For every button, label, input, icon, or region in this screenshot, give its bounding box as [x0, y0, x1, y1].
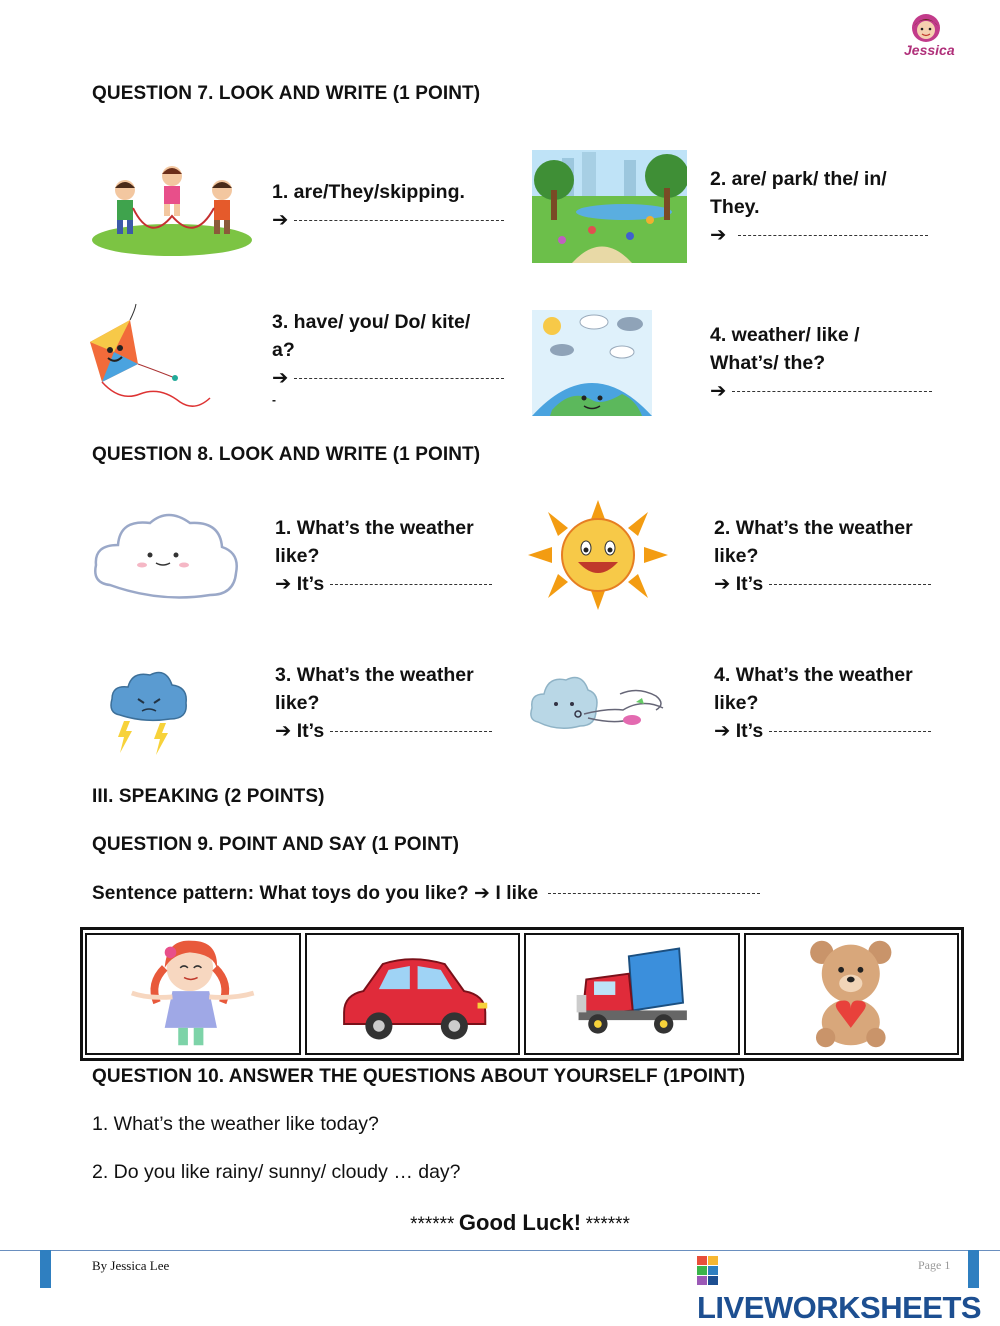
liveworksheets-icon	[697, 1256, 719, 1286]
stormy-picture	[108, 665, 190, 757]
q8-item-1	[275, 514, 515, 598]
q8-question: What’s the weather	[296, 664, 474, 686]
park-picture	[532, 150, 687, 263]
doll-icon	[87, 935, 299, 1053]
q7-item-2-words: 2. are/ park/ the/ in/	[710, 168, 887, 190]
q7-item-4-words-cont: What’s/ the?	[710, 352, 826, 374]
answer-line[interactable]	[330, 584, 492, 585]
answer-line[interactable]	[294, 220, 504, 221]
q8-question-cont: like?	[275, 692, 320, 714]
q7-item-3	[272, 308, 522, 408]
q7-item-2-words-cont: They.	[710, 196, 760, 218]
q8-item-3-number: 3.	[275, 664, 292, 686]
q10-item-2: 2. Do you like rainy/ sunny/ cloudy … day?	[92, 1161, 461, 1183]
q8-question-cont: like?	[275, 545, 320, 567]
toy-cell-doll[interactable]	[85, 933, 301, 1055]
arrow-icon: ➔	[710, 224, 727, 246]
sentence-pattern: Sentence pattern: What toys do you like? ➔ I like	[92, 883, 539, 904]
q8-item-2	[714, 514, 954, 598]
car-icon	[307, 935, 519, 1053]
liveworksheets-text: LIVEWORKSHEETS	[697, 1290, 982, 1325]
footer-author: By Jessica Lee	[92, 1258, 170, 1273]
q8-item-3	[275, 661, 515, 745]
q7-item-3-words-cont: a?	[272, 339, 295, 361]
q7-item-2	[710, 165, 960, 249]
arrow-icon: ➔	[272, 209, 289, 231]
arrow-icon: ➔	[710, 380, 727, 402]
q8-item-2-number: 2.	[714, 517, 731, 539]
closing-text: Good Luck!	[458, 1210, 582, 1235]
closing-stars-left: ******	[410, 1214, 455, 1235]
answer-line[interactable]	[732, 391, 932, 392]
q8-heading: QUESTION 8. LOOK AND WRITE (1 POINT)	[92, 444, 481, 465]
q8-question-cont: like?	[714, 545, 759, 567]
q8-question: What’s the weather	[735, 664, 913, 686]
q10-heading: QUESTION 10. ANSWER THE QUESTIONS ABOUT YOURSELF (1POINT)	[92, 1066, 746, 1087]
q8-answer-prefix: ➔ It’s	[714, 573, 764, 595]
answer-line[interactable]	[330, 731, 492, 732]
q8-item-4	[714, 661, 954, 745]
q8-answer-prefix: ➔ It’s	[275, 573, 325, 595]
kite-picture	[80, 302, 215, 422]
earth-weather-picture	[532, 310, 652, 416]
toy-cell-car[interactable]	[305, 933, 521, 1055]
q7-item-4-words: 4. weather/ like /	[710, 324, 860, 346]
q8-answer-prefix: ➔ It’s	[275, 720, 325, 742]
q7-heading: QUESTION 7. LOOK AND WRITE (1 POINT)	[92, 83, 481, 104]
jessica-logo	[900, 12, 956, 62]
closing	[0, 1210, 1000, 1236]
q8-question: What’s the weather	[296, 517, 474, 539]
cloudy-picture	[90, 505, 240, 605]
answer-line[interactable]	[738, 235, 928, 236]
toy-cell-teddy[interactable]	[744, 933, 960, 1055]
q8-question: What’s the weather	[735, 517, 913, 539]
q8-question-cont: like?	[714, 692, 759, 714]
answer-line[interactable]	[769, 731, 931, 732]
footer-page: Page 1	[918, 1258, 951, 1272]
answer-line[interactable]	[548, 893, 760, 894]
footer-divider	[0, 1250, 1000, 1251]
truck-icon	[526, 935, 738, 1053]
kids-skipping-picture	[90, 158, 255, 258]
answer-line[interactable]	[769, 584, 931, 585]
q8-item-1-number: 1.	[275, 517, 292, 539]
toys-table	[80, 927, 964, 1061]
q10-item-1: 1. What’s the weather like today?	[92, 1113, 379, 1135]
q8-answer-prefix: ➔ It’s	[714, 720, 764, 742]
windy-picture	[528, 668, 670, 740]
liveworksheets-logo[interactable]	[697, 1254, 1000, 1326]
q7-item-4	[710, 321, 960, 405]
stray-mark: -	[272, 393, 276, 407]
answer-line[interactable]	[294, 378, 504, 379]
arrow-icon: ➔	[272, 367, 289, 389]
toy-cell-truck[interactable]	[524, 933, 740, 1055]
speaking-heading: III. SPEAKING (2 POINTS)	[92, 786, 325, 807]
q7-item-1-words: 1. are/They/skipping.	[272, 181, 465, 203]
brand-name: Jessica	[904, 42, 955, 58]
footer-bar-left	[40, 1250, 51, 1288]
q7-item-1	[272, 178, 522, 234]
q9-pattern	[92, 882, 760, 905]
q9-heading: QUESTION 9. POINT AND SAY (1 POINT)	[92, 834, 460, 855]
teddy-bear-icon	[746, 935, 958, 1053]
q8-item-4-number: 4.	[714, 664, 731, 686]
q7-item-3-words: 3. have/ you/ Do/ kite/	[272, 311, 471, 333]
sunny-picture	[528, 500, 668, 610]
closing-stars-right: ******	[585, 1214, 630, 1235]
